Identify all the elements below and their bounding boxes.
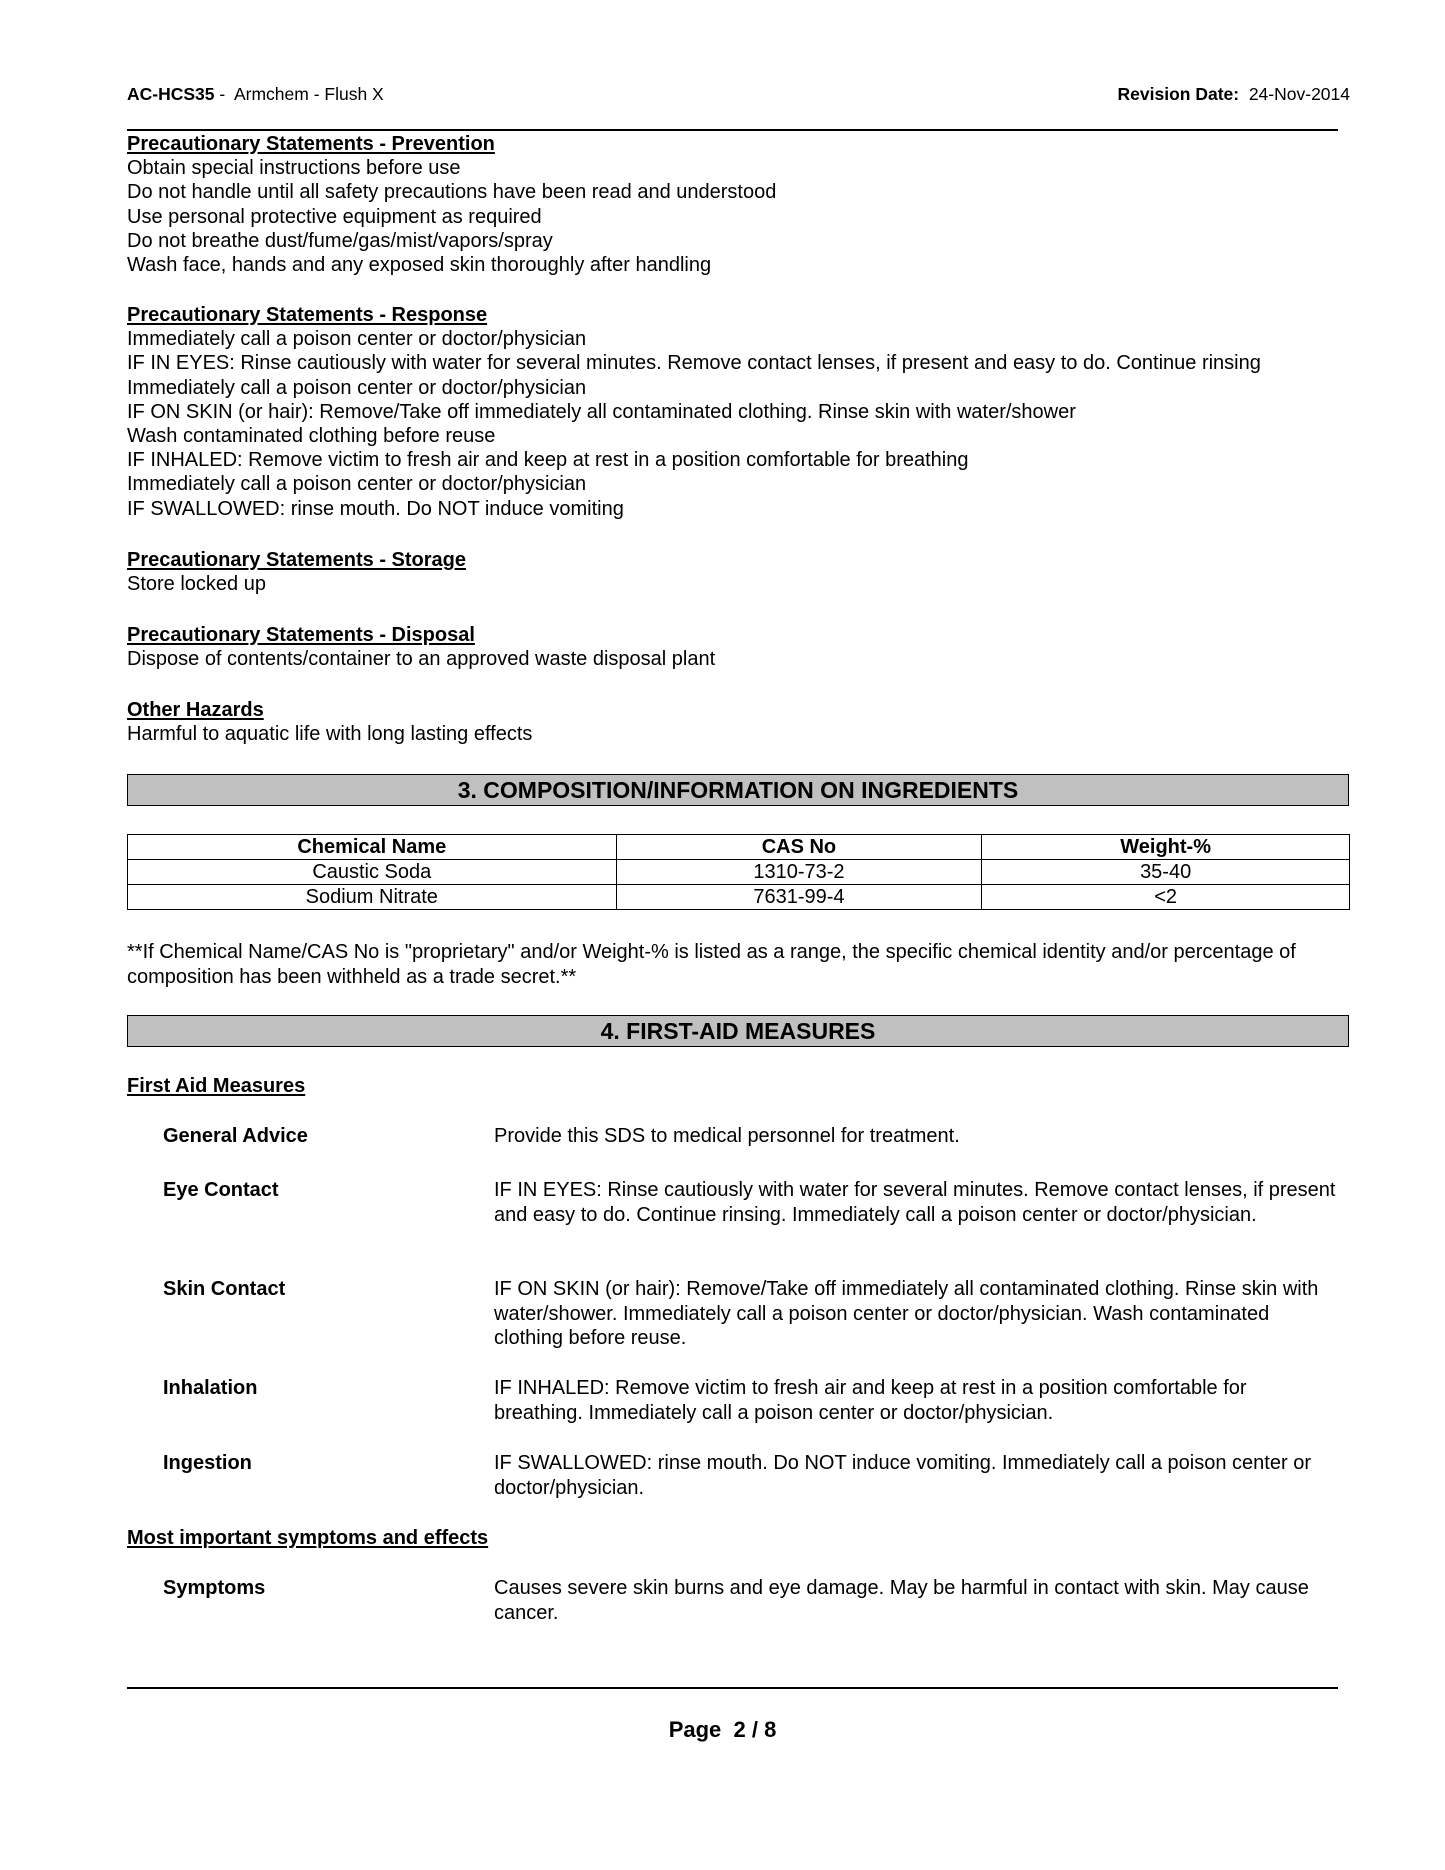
symptoms-heading: Most important symptoms and effects <box>127 1527 489 1549</box>
revision-date-block <box>1118 84 1350 105</box>
weight-cell: <2 <box>982 885 1350 910</box>
prevention-line: Do not breathe dust/fume/gas/mist/vapors/spray <box>127 229 553 252</box>
disposal-line: Dispose of contents/container to an approved waste disposal plant <box>127 648 716 671</box>
cas-no-cell: 1310-73-2 <box>616 860 982 885</box>
prevention-block <box>127 132 776 277</box>
table-header-row <box>128 835 1350 860</box>
first-aid-heading: First Aid Measures <box>127 1075 306 1097</box>
weight-cell: 35-40 <box>982 860 1350 885</box>
other-hazards-heading: Other Hazards <box>127 699 264 721</box>
table-row <box>128 885 1350 910</box>
first-aid-label: Eye Contact <box>163 1179 279 1201</box>
cas-no-cell: 7631-99-4 <box>616 885 982 910</box>
header-separator: - <box>214 84 234 104</box>
other-hazards-block <box>127 698 532 746</box>
trade-secret-note: **If Chemical Name/CAS No is "proprietary" and/or Weight-% is listed as a range, the specific chemical identity and/or percentage of composition has been withheld as a trade secret.** <box>127 941 1296 988</box>
first-aid-label: Skin Contact <box>163 1278 286 1300</box>
response-line: IF IN EYES: Rinse cautiously with water for several minutes. Remove contact lenses, if present and easy to do. Continue rinsing <box>127 352 1261 375</box>
storage-line: Store locked up <box>127 573 266 596</box>
storage-heading: Precautionary Statements - Storage <box>127 549 466 571</box>
column-header-weight: Weight-% <box>982 835 1350 860</box>
column-header-chemical-name: Chemical Name <box>128 835 617 860</box>
response-line: IF INHALED: Remove victim to fresh air and keep at rest in a position comfortable for breathing <box>127 449 969 472</box>
prevention-heading: Precautionary Statements - Prevention <box>127 133 495 155</box>
response-line: Immediately call a poison center or doctor/physician <box>127 473 587 496</box>
response-block <box>127 303 1261 521</box>
first-aid-value: IF SWALLOWED: rinse mouth. Do NOT induce vomiting. Immediately call a poison center or doctor/physician. <box>494 1452 1311 1499</box>
chemical-name-cell: Caustic Soda <box>128 860 617 885</box>
ingredients-table <box>127 834 1350 910</box>
first-aid-value: Provide this SDS to medical personnel for treatment. <box>494 1125 960 1147</box>
first-aid-label: Inhalation <box>163 1377 258 1399</box>
product-name: Armchem - Flush X <box>233 84 384 104</box>
first-aid-label: General Advice <box>163 1125 308 1147</box>
column-header-cas-no: CAS No <box>616 835 982 860</box>
prevention-line: Obtain special instructions before use <box>127 157 461 180</box>
page-number: Page 2 / 8 <box>668 1717 777 1742</box>
header-rule <box>127 129 1338 131</box>
first-aid-value: IF ON SKIN (or hair): Remove/Take off immediately all contaminated clothing. Rinse skin with water/shower. Immediately call a poison center or doctor/physician. Wash contaminated clothing before reuse. <box>494 1278 1319 1349</box>
response-line: IF SWALLOWED: rinse mouth. Do NOT induce vomiting <box>127 497 624 520</box>
first-aid-label: Ingestion <box>163 1452 252 1474</box>
symptoms-value: Causes severe skin burns and eye damage. May be harmful in contact with skin. May cause cancer. <box>494 1577 1309 1624</box>
response-line: Immediately call a poison center or doctor/physician <box>127 328 587 351</box>
response-line: Immediately call a poison center or doctor/physician <box>127 376 587 399</box>
symptoms-label: Symptoms <box>163 1577 266 1599</box>
table-row <box>128 860 1350 885</box>
chemical-name-cell: Sodium Nitrate <box>128 885 617 910</box>
first-aid-value: IF IN EYES: Rinse cautiously with water for several minutes. Remove contact lenses, if present and easy to do. Continue rinsing. Immediately call a poison center or doctor/physician. <box>494 1179 1336 1226</box>
section-3-title: 3. COMPOSITION/INFORMATION ON INGREDIENTS <box>127 774 1349 806</box>
prevention-line: Use personal protective equipment as required <box>127 205 542 228</box>
disposal-block <box>127 623 715 671</box>
first-aid-value: IF INHALED: Remove victim to fresh air and keep at rest in a position comfortable for breathing. Immediately call a poison center or doctor/physician. <box>494 1377 1247 1424</box>
response-line: IF ON SKIN (or hair): Remove/Take off immediately all contaminated clothing. Rinse skin with water/shower <box>127 400 1076 423</box>
response-line: Wash contaminated clothing before reuse <box>127 425 496 448</box>
prevention-line: Wash face, hands and any exposed skin thoroughly after handling <box>127 254 712 277</box>
storage-block <box>127 548 466 596</box>
disposal-heading: Precautionary Statements - Disposal <box>127 624 475 646</box>
revision-date-label: Revision Date: <box>1117 84 1240 104</box>
document-code: AC-HCS35 <box>127 84 215 104</box>
footer-rule <box>127 1687 1338 1689</box>
revision-date-value: 24-Nov-2014 <box>1248 84 1350 104</box>
other-hazards-line: Harmful to aquatic life with long lasting effects <box>127 723 533 746</box>
section-4-title: 4. FIRST-AID MEASURES <box>127 1015 1349 1047</box>
prevention-line: Do not handle until all safety precautions have been read and understood <box>127 181 777 204</box>
response-heading: Precautionary Statements - Response <box>127 304 488 326</box>
document-header-left <box>127 84 384 105</box>
